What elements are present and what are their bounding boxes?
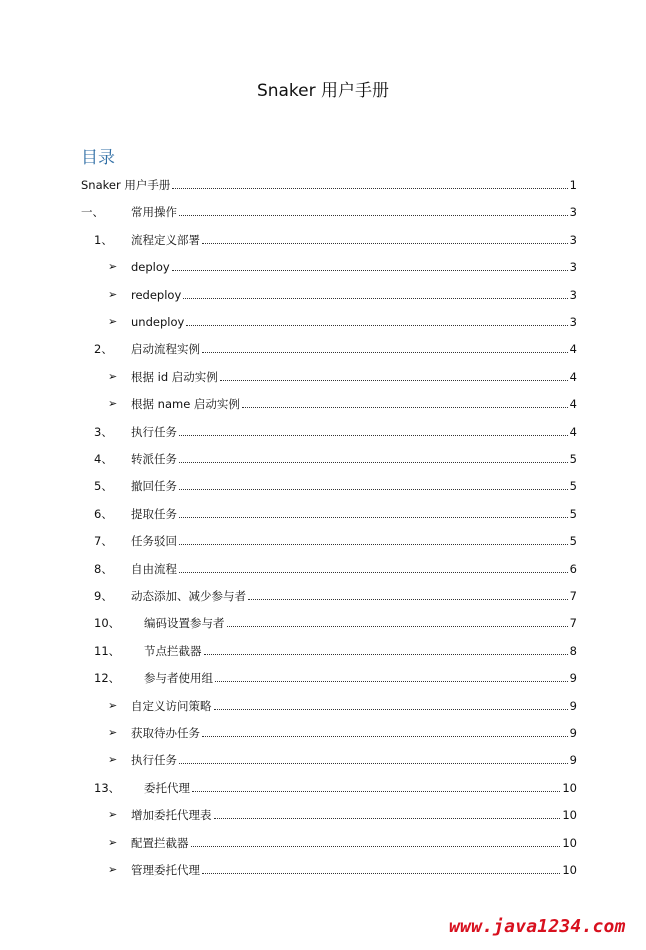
dot-leader bbox=[179, 462, 568, 463]
toc-entry-number: 10、 bbox=[94, 616, 121, 631]
dot-leader bbox=[179, 215, 568, 216]
toc-entry-page: 4 bbox=[569, 369, 577, 384]
toc-entry-label: 管理委托代理 bbox=[131, 863, 200, 877]
toc-entry-number: 2、 bbox=[94, 342, 113, 357]
toc-entry-page: 9 bbox=[569, 671, 577, 686]
toc-entry-page: 4 bbox=[569, 397, 577, 412]
toc-entry-page: 5 bbox=[569, 452, 577, 466]
toc-entry[interactable] bbox=[81, 419, 577, 439]
toc-entry-page: 10 bbox=[562, 835, 577, 850]
toc-entry-number: 一、 bbox=[81, 205, 104, 220]
toc-entry[interactable] bbox=[81, 528, 577, 548]
toc-entry-page: 10 bbox=[562, 780, 577, 795]
dot-leader bbox=[202, 352, 568, 353]
toc-entry-label: 提取任务 bbox=[131, 506, 177, 521]
toc-entry-label: 常用操作 bbox=[131, 205, 177, 220]
toc-entry-label: 委托代理 bbox=[144, 780, 190, 795]
dot-leader bbox=[227, 626, 568, 627]
toc-entry[interactable] bbox=[81, 391, 577, 411]
toc-entry-page: 10 bbox=[562, 863, 577, 877]
toc-entry-label: 根据 name 启动实例 bbox=[131, 397, 240, 412]
watermark: www.java1234.com bbox=[449, 916, 626, 937]
bullet-arrow-icon: ➢ bbox=[108, 835, 118, 849]
dot-leader bbox=[179, 544, 568, 545]
toc-entry-page: 4 bbox=[569, 424, 577, 439]
toc-entry[interactable] bbox=[81, 830, 577, 850]
toc-entry-page: 3 bbox=[569, 205, 577, 220]
dot-leader bbox=[179, 489, 568, 490]
toc-entry-page: 9 bbox=[569, 726, 577, 740]
toc-entry-label: redeploy bbox=[131, 287, 182, 302]
toc-entry[interactable] bbox=[81, 446, 577, 466]
toc-entry-page: 3 bbox=[569, 232, 577, 247]
toc-entry-label: 自由流程 bbox=[131, 561, 177, 576]
dot-leader bbox=[191, 846, 561, 847]
toc-entry-number: 7、 bbox=[94, 534, 113, 549]
toc-entry[interactable] bbox=[81, 254, 577, 274]
toc-entry-number: 13、 bbox=[94, 780, 121, 795]
bullet-arrow-icon: ➢ bbox=[108, 397, 118, 411]
toc-entry-page: 3 bbox=[569, 260, 577, 275]
toc-entry-page: 6 bbox=[569, 561, 577, 576]
toc-entry-number: 4、 bbox=[94, 452, 113, 466]
toc-entry-page: 9 bbox=[569, 698, 577, 713]
toc-entry-number: 11、 bbox=[94, 643, 121, 658]
toc-entry-label: 自定义访问策略 bbox=[131, 698, 212, 713]
toc-entry-label: 获取待办任务 bbox=[131, 726, 200, 740]
toc-entry-number: 1、 bbox=[94, 232, 113, 247]
toc-entry[interactable] bbox=[81, 638, 577, 658]
toc-entry[interactable] bbox=[81, 583, 577, 603]
dot-leader bbox=[214, 709, 568, 710]
toc-entry-number: 8、 bbox=[94, 561, 113, 576]
toc-entry-page: 7 bbox=[569, 616, 577, 631]
dot-leader bbox=[183, 298, 567, 299]
toc-entry-label: 启动流程实例 bbox=[131, 342, 200, 357]
dot-leader bbox=[242, 407, 568, 408]
dot-leader bbox=[172, 188, 567, 189]
toc-entry-page: 1 bbox=[569, 178, 577, 192]
bullet-arrow-icon: ➢ bbox=[108, 698, 118, 712]
bullet-arrow-icon: ➢ bbox=[108, 260, 118, 274]
dot-leader bbox=[202, 736, 568, 737]
toc-entry-label: 动态添加、减少参与者 bbox=[131, 589, 246, 603]
toc-entry[interactable] bbox=[81, 199, 577, 219]
toc-entry-label: deploy bbox=[131, 260, 170, 275]
toc-entry-page: 5 bbox=[569, 506, 577, 521]
toc-entry-page: 3 bbox=[569, 315, 577, 329]
toc-entry[interactable] bbox=[81, 720, 577, 740]
bullet-arrow-icon: ➢ bbox=[108, 863, 118, 876]
dot-leader bbox=[186, 325, 567, 326]
toc-heading: 目录 bbox=[81, 148, 115, 168]
toc-entry-label: 增加委托代理表 bbox=[131, 808, 212, 823]
toc-entry[interactable] bbox=[81, 473, 577, 493]
toc-entry[interactable] bbox=[81, 501, 577, 521]
dot-leader bbox=[215, 681, 568, 682]
toc-entry[interactable] bbox=[81, 309, 577, 329]
toc-entry-number: 12、 bbox=[94, 671, 121, 686]
toc-entry-label: 转派任务 bbox=[131, 452, 177, 466]
dot-leader bbox=[172, 270, 568, 271]
toc-entry-label: 配置拦截器 bbox=[131, 835, 189, 850]
dot-leader bbox=[179, 763, 568, 764]
toc-entry[interactable] bbox=[81, 747, 577, 767]
bullet-arrow-icon: ➢ bbox=[108, 287, 118, 301]
bullet-arrow-icon: ➢ bbox=[108, 315, 118, 328]
bullet-arrow-icon: ➢ bbox=[108, 726, 118, 739]
toc-entry-label: 节点拦截器 bbox=[144, 643, 202, 658]
toc-entry[interactable] bbox=[81, 610, 577, 630]
bullet-arrow-icon: ➢ bbox=[108, 808, 118, 822]
dot-leader bbox=[192, 791, 560, 792]
toc-entry[interactable] bbox=[81, 282, 577, 302]
document-title: Snaker 用户手册 bbox=[256, 81, 390, 101]
toc-entry-label: 根据 id 启动实例 bbox=[131, 369, 218, 384]
toc-entry-page: 5 bbox=[569, 534, 577, 549]
dot-leader bbox=[204, 654, 568, 655]
dot-leader bbox=[179, 572, 568, 573]
toc-entry[interactable] bbox=[81, 857, 577, 877]
toc-entry[interactable] bbox=[81, 227, 577, 247]
toc-entry-label: Snaker 用户手册 bbox=[81, 178, 171, 192]
toc-entry-page: 5 bbox=[569, 479, 577, 494]
toc-entry-number: 6、 bbox=[94, 506, 113, 521]
toc-entry-page: 9 bbox=[569, 753, 577, 768]
dot-leader bbox=[202, 243, 568, 244]
toc-entry-page: 7 bbox=[569, 589, 577, 603]
toc-entry[interactable] bbox=[81, 775, 577, 795]
toc-entry[interactable] bbox=[81, 665, 577, 685]
dot-leader bbox=[179, 435, 568, 436]
toc-entry-page: 3 bbox=[569, 287, 577, 302]
toc-entry-label: 编码设置参与者 bbox=[144, 616, 225, 631]
toc-entry-label: undeploy bbox=[131, 315, 185, 329]
toc-entry[interactable] bbox=[81, 693, 577, 713]
toc-entry-label: 流程定义部署 bbox=[131, 232, 200, 247]
dot-leader bbox=[179, 517, 568, 518]
dot-leader bbox=[220, 380, 568, 381]
bullet-arrow-icon: ➢ bbox=[108, 753, 118, 767]
dot-leader bbox=[248, 599, 568, 600]
dot-leader bbox=[214, 818, 561, 819]
toc-entry-label: 执行任务 bbox=[131, 424, 177, 439]
toc-entry-page: 10 bbox=[562, 808, 577, 823]
toc-entry[interactable] bbox=[81, 364, 577, 384]
toc-entry-number: 9、 bbox=[94, 589, 113, 603]
toc-entry-label: 任务驳回 bbox=[131, 534, 177, 549]
toc-entry[interactable] bbox=[81, 172, 577, 192]
toc-entry[interactable] bbox=[81, 336, 577, 356]
toc-entry-label: 撤回任务 bbox=[131, 479, 177, 494]
toc-entry[interactable] bbox=[81, 802, 577, 822]
toc-entry-page: 4 bbox=[569, 342, 577, 357]
bullet-arrow-icon: ➢ bbox=[108, 369, 118, 383]
toc-entry-page: 8 bbox=[569, 643, 577, 658]
toc-entry-label: 执行任务 bbox=[131, 753, 177, 768]
dot-leader bbox=[202, 873, 560, 874]
toc-entry-label: 参与者使用组 bbox=[144, 671, 213, 686]
toc-entry[interactable] bbox=[81, 556, 577, 576]
toc-entry-number: 5、 bbox=[94, 479, 113, 494]
toc-entry-number: 3、 bbox=[94, 424, 113, 439]
